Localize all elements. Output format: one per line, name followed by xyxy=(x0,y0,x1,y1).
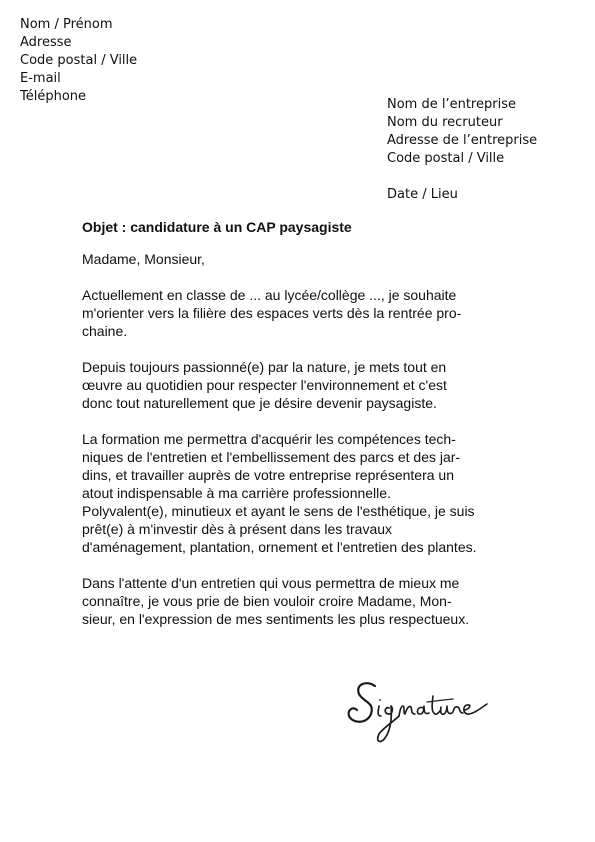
letter-paragraph: Actuellement en classe de ... au lycée/collège ..., je souhaite m'orienter vers la filière des espaces verts dès la rentrée pro- chaine. xyxy=(82,287,462,339)
recipient-postal-city: Code postal / Ville xyxy=(387,151,505,166)
letter-body xyxy=(82,218,512,646)
recipient-company-address: Adresse de l’entreprise xyxy=(387,133,538,148)
letter-subject: Objet : candidature à un CAP paysagiste xyxy=(82,219,352,235)
handwritten-signature xyxy=(345,672,490,752)
letter-paragraph: Depuis toujours passionné(e) par la nature, je mets tout en œuvre au quotidien pour respecter l'environnement et c'est donc tout naturellement que je désire devenir paysagiste. xyxy=(82,359,447,411)
recipient-company: Nom de l’entreprise xyxy=(387,97,516,112)
date-place: Date / Lieu xyxy=(387,187,458,202)
recipient-recruiter: Nom du recruteur xyxy=(387,115,503,130)
sender-block xyxy=(20,16,137,106)
sender-address: Adresse xyxy=(20,35,72,50)
sender-name: Nom / Prénom xyxy=(20,17,113,32)
letter-paragraph: Polyvalent(e), minutieux et ayant le sens de l'esthétique, je suis prêt(e) à m'investir dès à présent dans les travaux d'aménagement, plantation, ornement et l'entretien des plantes. xyxy=(82,503,477,555)
letter-paragraph: La formation me permettra d'acquérir les compétences tech- niques de l'entretien et l'embellissement des parcs et des jar- dins, et travailler auprès de votre entreprise représentera un atout indispensable à ma carrière professionnelle. xyxy=(82,431,461,501)
sender-phone: Téléphone xyxy=(20,89,87,104)
sender-postal-city: Code postal / Ville xyxy=(20,53,138,68)
sender-email: E-mail xyxy=(20,71,61,86)
letter-salutation: Madame, Monsieur, xyxy=(82,251,205,267)
letter-paragraph: Dans l'attente d'un entretien qui vous permettra de mieux me connaître, je vous prie de bien vouloir croire Madame, Mon- sieur, en l'expression de mes sentiments les plus respectueux. xyxy=(82,575,470,627)
recipient-block xyxy=(387,96,537,204)
